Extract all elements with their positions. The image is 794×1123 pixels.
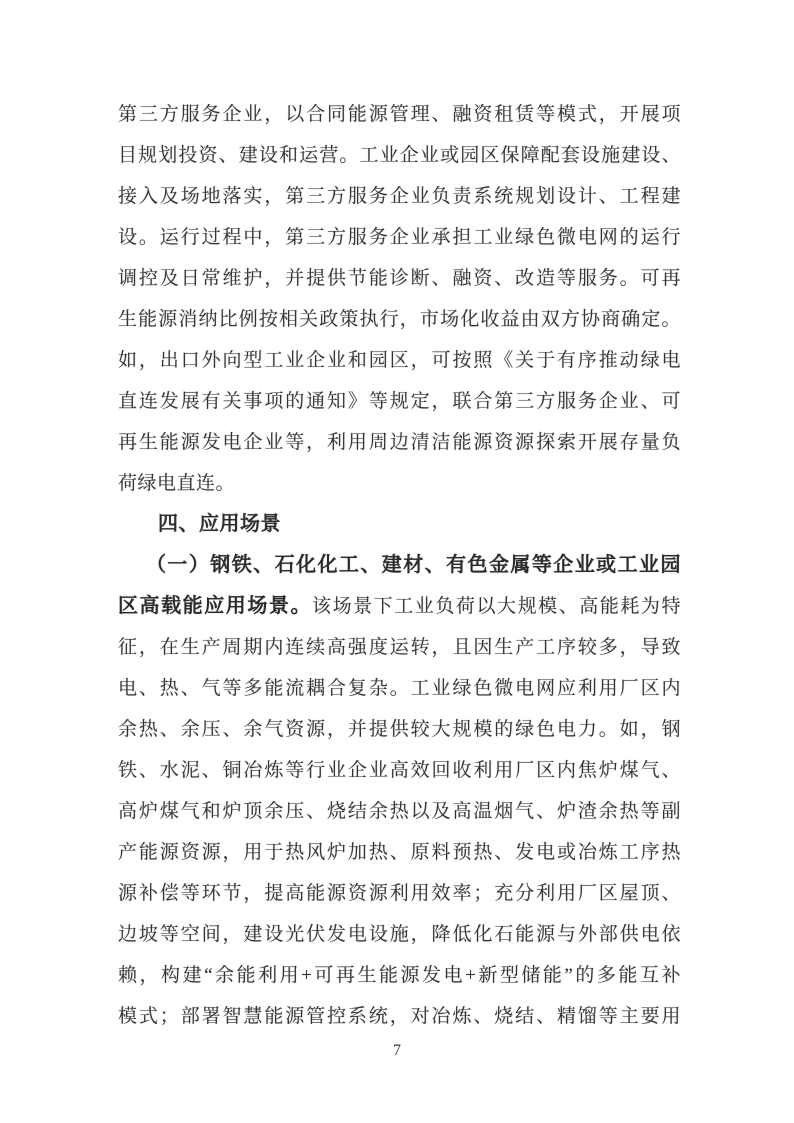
text-segment: 征，在生产周期内连续高强度运转，且因生产工序较多，导致 [118, 637, 681, 658]
text-segment: 铁、水泥、铜冶炼等行业企业高效回收利用厂区内焦炉煤气、 [118, 760, 681, 781]
section-heading [118, 504, 681, 545]
text-segment: 赖，构建“余能利用+可再生能源发电+新型储能”的多能互补 [118, 965, 681, 986]
bold-text-segment: 四、应用场景 [158, 513, 281, 535]
text-line [118, 422, 681, 463]
text-segment: 接入及场地落实，第三方服务企业负责系统规划设计、工程建 [118, 186, 681, 207]
text-line [118, 381, 681, 422]
text-line [118, 176, 681, 217]
text-line [118, 832, 681, 873]
text-line [118, 996, 681, 1037]
text-line [118, 94, 681, 135]
text-segment: 直连发展有关事项的通知》等规定，联合第三方服务企业、可 [118, 391, 681, 412]
text-line [118, 709, 681, 750]
text-line [118, 914, 681, 955]
text-line [118, 668, 681, 709]
text-segment: 再生能源发电企业等，利用周边清洁能源资源探索开展存量负 [118, 432, 681, 453]
text-segment: 产能源资源，用于热风炉加热、原料预热、发电或冶炼工序热 [118, 842, 681, 863]
text-segment: 第三方服务企业，以合同能源管理、融资租赁等模式，开展项 [118, 104, 681, 125]
text-segment: 目规划投资、建设和运营。工业企业或园区保障配套设施建设、 [118, 145, 681, 166]
text-segment: 电、热、气等多能流耦合复杂。工业绿色微电网应利用厂区内 [118, 678, 681, 699]
text-line [118, 545, 681, 586]
text-segment: 生能源消纳比例按相关政策执行，市场化收益由双方协商确定。 [118, 309, 681, 330]
text-line [118, 873, 681, 914]
text-segment: 荷绿电直连。 [118, 473, 236, 494]
text-line [118, 463, 681, 504]
text-line [118, 955, 681, 996]
text-segment: 设。运行过程中，第三方服务企业承担工业绿色微电网的运行 [118, 227, 681, 248]
text-segment: 余热、余压、余气资源，并提供较大规模的绿色电力。如，钢 [118, 719, 681, 740]
text-segment: 该场景下工业负荷以大规模、高能耗为特 [312, 596, 681, 617]
text-line [118, 340, 681, 381]
page-number: 7 [393, 1042, 401, 1059]
text-line [118, 791, 681, 832]
text-line [118, 258, 681, 299]
bold-text-segment: 区高载能应用场景。 [118, 595, 313, 617]
text-segment: 如，出口外向型工业企业和园区，可按照《关于有序推动绿电 [118, 350, 681, 371]
bold-text-segment: （一）钢铁、石化化工、建材、有色金属等企业或工业园 [146, 554, 681, 576]
text-segment: 模式；部署智慧能源管控系统，对冶炼、烧结、精馏等主要用 [118, 1006, 681, 1027]
text-line [118, 750, 681, 791]
document-body [118, 94, 681, 1037]
text-segment: 高炉煤气和炉顶余压、烧结余热以及高温烟气、炉渣余热等副 [118, 801, 681, 822]
text-line [118, 299, 681, 340]
text-segment: 边坡等空间，建设光伏发电设施，降低化石能源与外部供电依 [118, 924, 681, 945]
text-line [118, 135, 681, 176]
text-line [118, 217, 681, 258]
text-line [118, 586, 681, 627]
text-segment: 调控及日常维护，并提供节能诊断、融资、改造等服务。可再 [118, 268, 681, 289]
text-segment: 源补偿等环节，提高能源资源利用效率；充分利用厂区屋顶、 [118, 883, 681, 904]
text-line [118, 627, 681, 668]
